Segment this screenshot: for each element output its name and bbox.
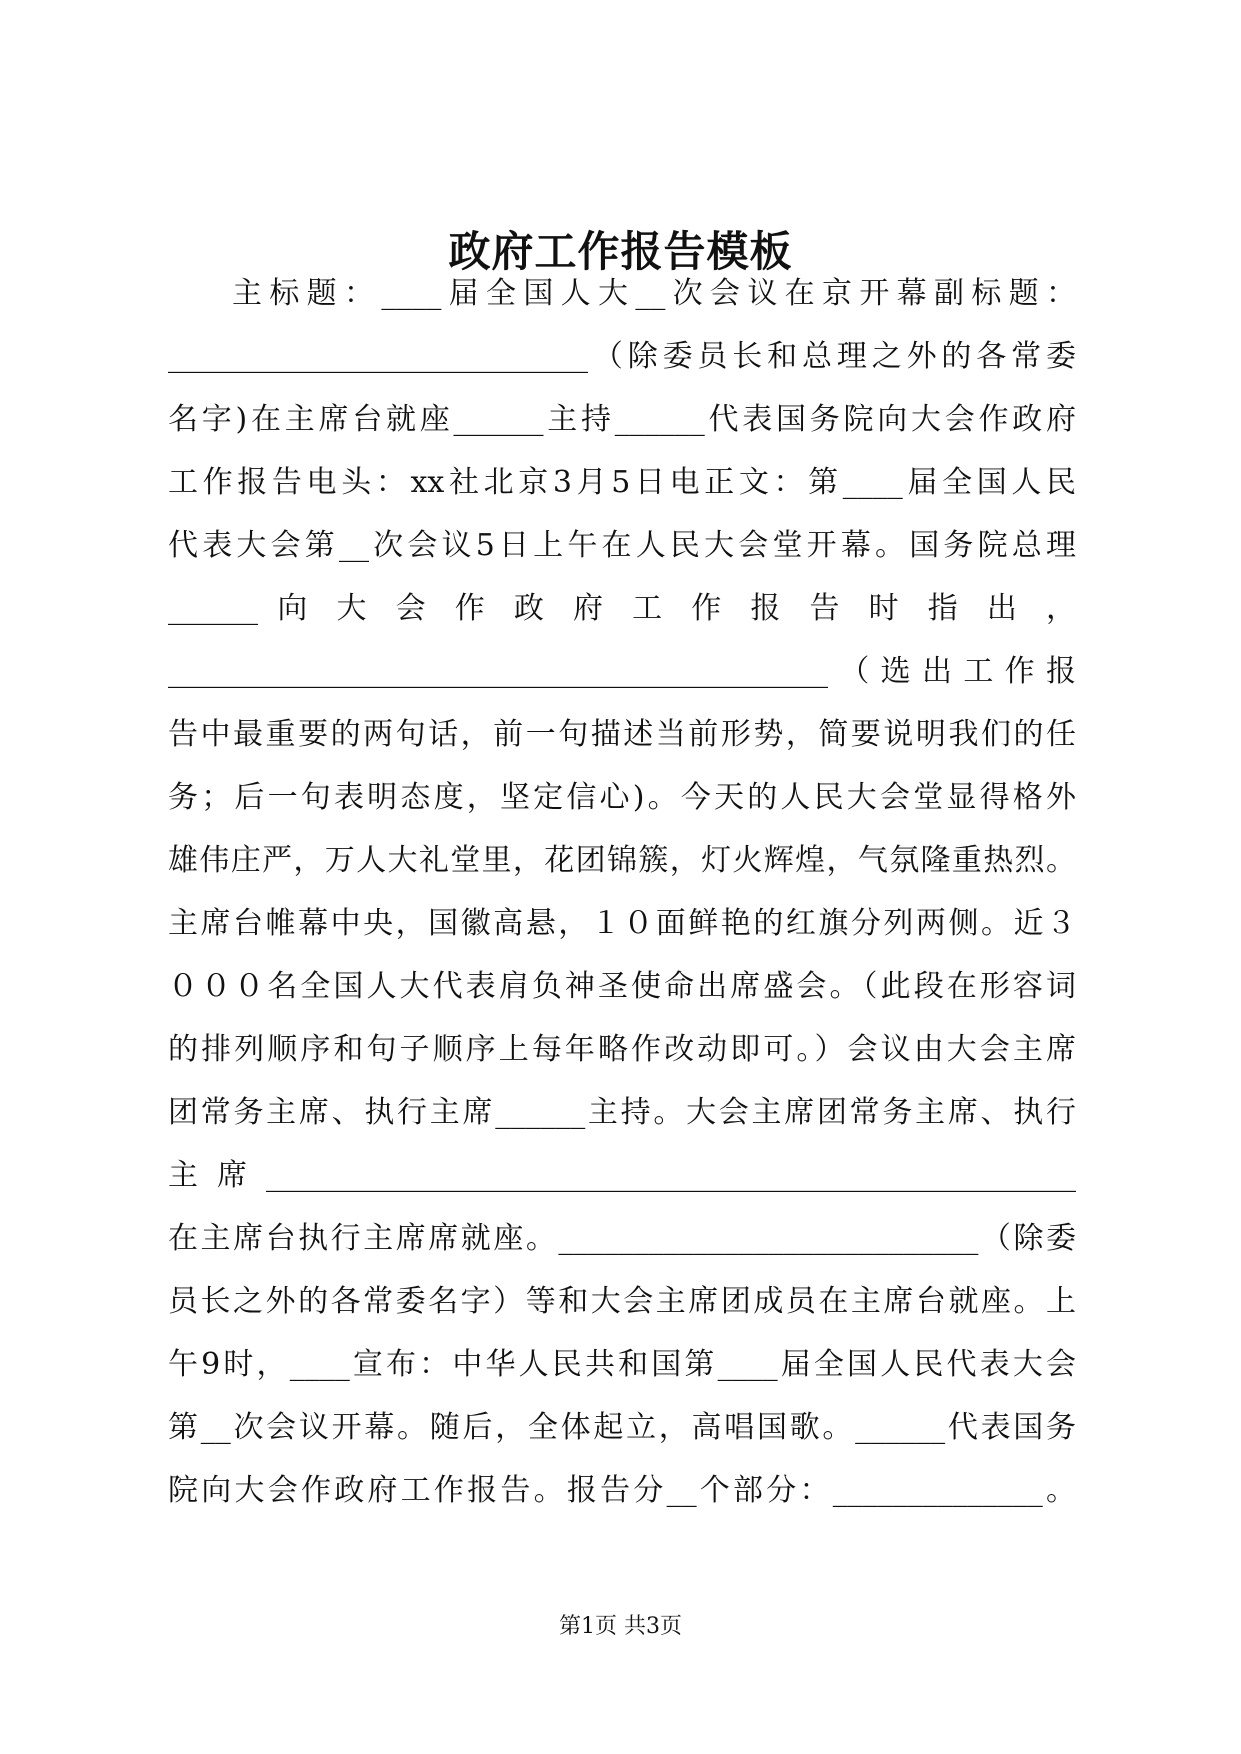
body-line: 团常务主席、执行主席______主持。大会主席团常务主席、执行	[168, 1095, 1076, 1130]
page-number: 第1页 共3页	[559, 1614, 682, 1639]
body-line: 主席台帷幕中央，国徽高悬，１０面鲜艳的红旗分列两侧。近３	[168, 906, 1076, 941]
body-line: 名字)在主席台就座______主持______代表国务院向大会作政府	[168, 402, 1076, 437]
body-line: 第__次会议开幕。随后，全体起立，高唱国歌。______代表国务	[168, 1410, 1076, 1445]
body-line: 午9时，____宣布：中华人民共和国第____届全国人民代表大会	[168, 1347, 1076, 1382]
document-title: 政府工作报告模板	[448, 227, 793, 276]
body-line: 主席______________________________________________________	[168, 1158, 1076, 1193]
body-line: 主标题：____届全国人大__次会议在京开幕副标题：	[232, 276, 1076, 311]
body-line: 的排列顺序和句子顺序上每年略作改动即可。）会议由大会主席	[168, 1032, 1076, 1067]
body-line: 员长之外的各常委名字）等和大会主席团成员在主席台就座。上	[168, 1284, 1076, 1319]
document-body	[168, 262, 1076, 1522]
body-line: 告中最重要的两句话，前一句描述当前形势，简要说明我们的任	[168, 717, 1076, 752]
body-line: ____________________________（除委员长和总理之外的各常委	[168, 339, 1076, 374]
body-line: 在主席台执行主席席就座。____________________________（除委	[168, 1221, 1076, 1256]
body-line: 院向大会作政府工作报告。报告分__个部分：______________。	[168, 1473, 1076, 1508]
body-line: 代表大会第__次会议5日上午在人民大会堂开幕。国务院总理	[168, 528, 1076, 563]
body-line: 务；后一句表明态度，坚定信心)。今天的人民大会堂显得格外	[168, 780, 1076, 815]
body-line: 雄伟庄严，万人大礼堂里，花团锦簇，灯火辉煌，气氛隆重热烈。	[168, 843, 1076, 878]
body-line: ____________________________________________（选出工作报	[168, 654, 1076, 689]
body-line: ______ 向 大 会 作 政 府 工 作 报 告 时 指 出 ，	[168, 591, 1076, 626]
body-line: ０００名全国人大代表肩负神圣使命出席盛会。（此段在形容词	[168, 969, 1076, 1004]
body-line: 工作报告电头：xx社北京3月5日电正文：第____届全国人民	[168, 465, 1076, 500]
page-footer	[0, 1612, 1241, 1642]
